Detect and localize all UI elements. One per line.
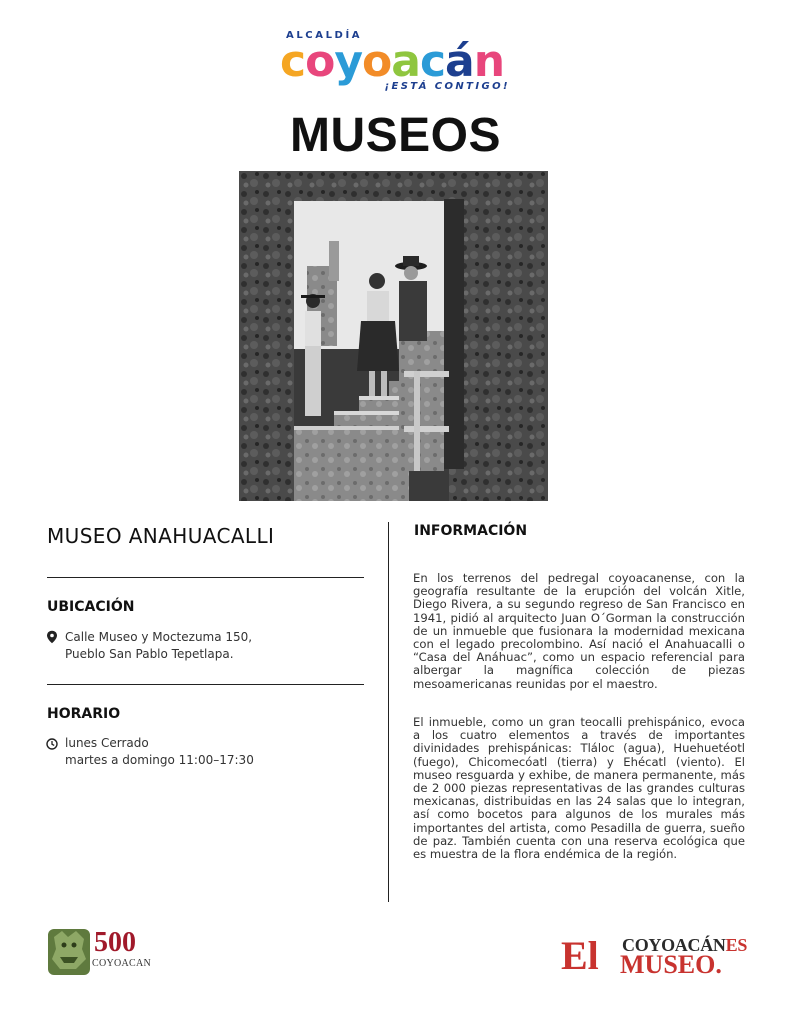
logo-letter: n [473,36,505,87]
logo-letter: c [419,36,446,87]
schedule-line-2: martes a domingo 11:00–17:30 [65,753,254,767]
logo-letter: a [391,36,420,87]
logo-letter: c [280,36,306,87]
page-title: MUSEOS [289,109,502,162]
address-line-2: Pueblo San Pablo Tepetlapa. [65,647,234,661]
coyoacan-es-museo-logo [556,932,756,982]
schedule-heading: HORARIO [47,706,121,722]
campaign-es: ES [725,935,748,955]
logo-alcaldia-text: ALCALDÍA [286,30,363,41]
location-heading: UBICACIÓN [47,599,135,615]
logo-letter: o [305,36,335,87]
logo-letter: o [362,36,392,87]
divider [47,684,364,685]
information-paragraph-2: El inmueble, como un gran teocalli prehispánico, evoca a los cuatro elementos a través de importantes divinidades prehispánicas: Tláloc (agua), Huehuetéotl (fuego), Chicomecóatl (tierra) y Ehécatl (viento). El museo resguarda y exhibe, de manera permanente, más de 2 000 piezas representativas de las grandes culturas mexicanas, distribuidas en las 24 salas que lo integran, así como bocetos para algunos de los murales más importantes del artista, como Pesadilla de guerra, sueño de paz. También cuenta con una reserva ecológica que es muestra de la flora endémica de la región. [413,715,745,862]
location-pin-icon [46,630,58,644]
divider [47,577,364,578]
information-paragraph-1: En los terrenos del pedregal coyoacanense, con la geografía resultante de la erupción del volcán Xitle, Diego Rivera, a su segundo regreso de San Francisco en 1941, pidió al arquitecto Juan O´Gorman la construcción de un inmueble que fusionara la modernidad mexicana con el legado precolombino. Así nació el Anahuacalli o “Casa del Anáhuac”, como un espacio referencial para albergar la magnífica colección de piezas mesoamericanas reunidas por el maestro. [413,571,745,691]
address-line-1: Calle Museo y Moctezuma 150, [65,630,253,644]
schedule-line-1: lunes Cerrado [65,736,149,750]
historical-photo [239,171,548,501]
information-heading: INFORMACIÓN [414,523,528,539]
logo-letter: á [445,36,474,87]
logo-tagline: ¡ESTÁ CONTIGO! [384,81,510,92]
alcaldia-coyoacan-logo [280,30,512,96]
museum-name: MUSEO ANAHUACALLI [47,524,275,548]
campaign-museo: MUSEO. [620,950,722,979]
coyoacan-500-logo [46,925,156,981]
logo-letter: y [334,36,363,87]
coyote-emblem-icon [46,925,92,979]
clock-icon [46,738,58,750]
badge-text: COYOACAN [92,958,152,969]
column-divider [388,522,389,902]
campaign-el: El [561,933,599,978]
badge-number: 500 [94,927,136,958]
campaign-coyoacan: COYOACÁN [622,935,726,955]
